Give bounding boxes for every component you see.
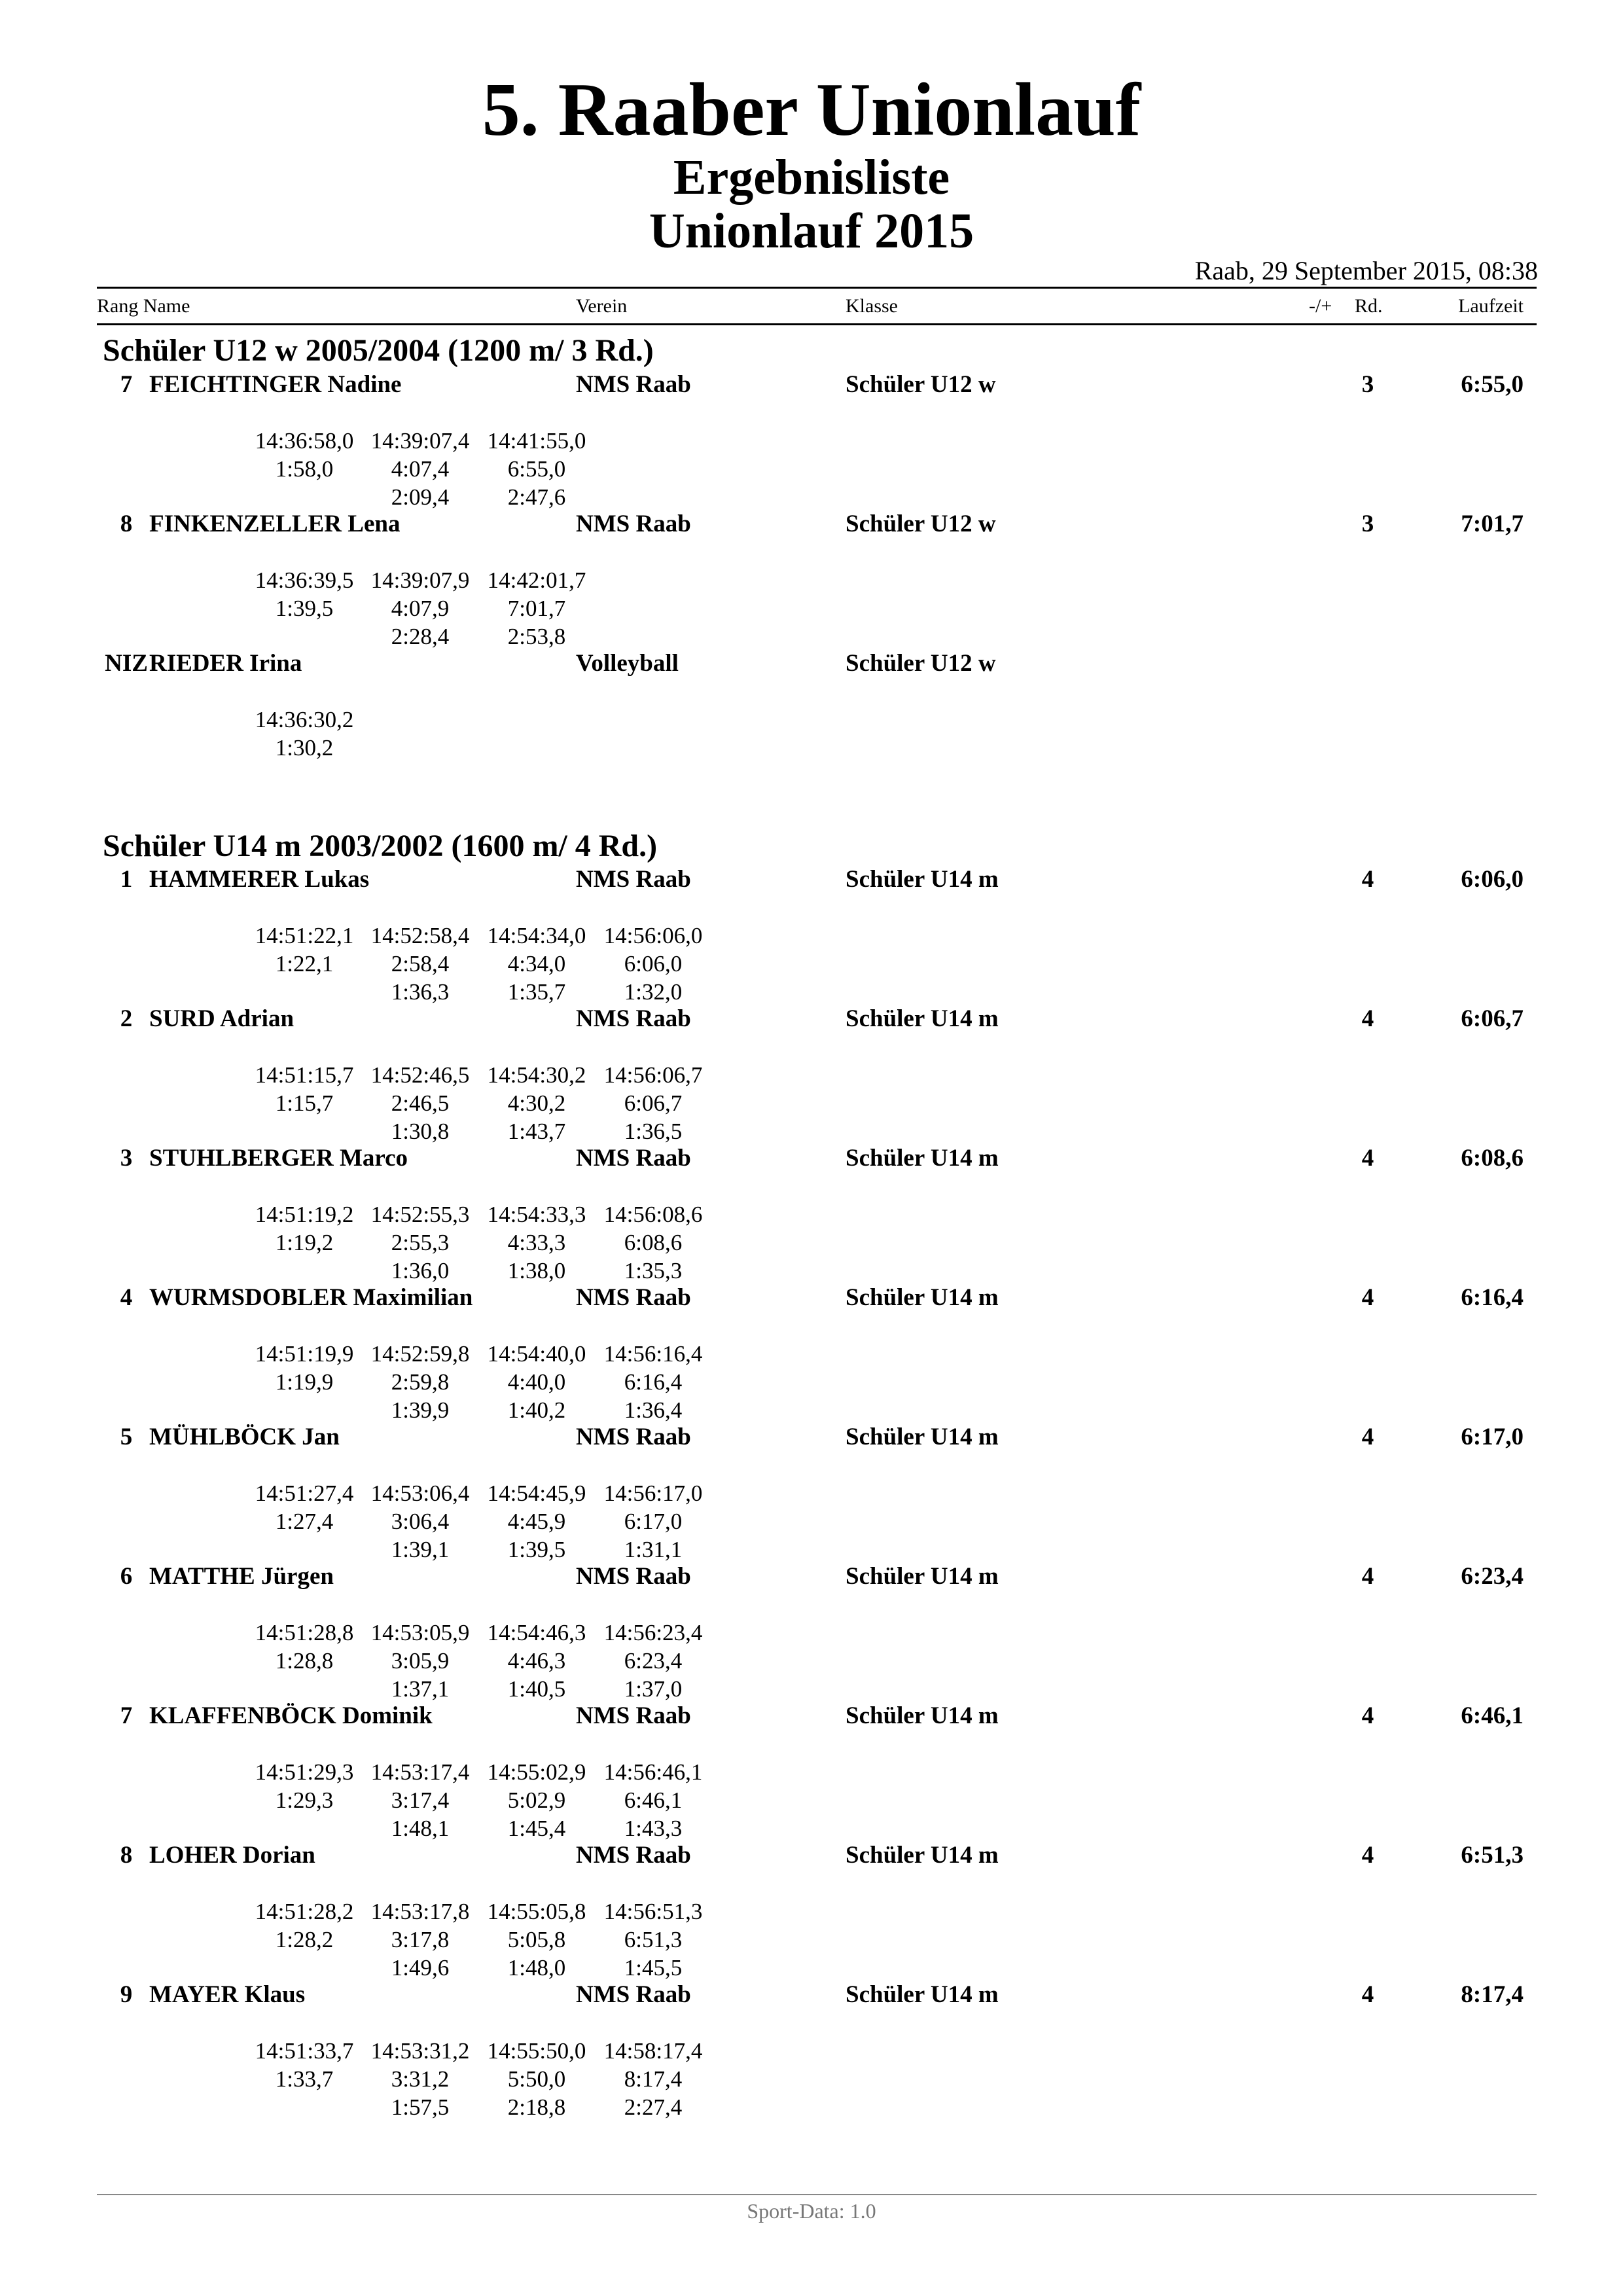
split-lap-time: 1:48,0	[507, 1955, 566, 1981]
result-name: LOHER Dorian	[149, 1842, 315, 1869]
split-lap-time: 1:35,7	[507, 979, 566, 1005]
split-lap-time: 1:38,0	[507, 1258, 566, 1283]
result-row	[0, 1144, 1623, 1284]
split-clock-time: 14:55:50,0	[487, 2038, 586, 2064]
result-verein: Volleyball	[576, 650, 679, 677]
result-verein: NMS Raab	[576, 1005, 691, 1032]
split-clock-time: 14:56:51,3	[603, 1899, 703, 1924]
col-header-laufzeit: Laufzeit	[1458, 295, 1524, 317]
result-klasse: Schüler U14 m	[846, 1702, 999, 1729]
split-clock-time: 14:42:01,7	[487, 567, 586, 593]
result-rang: 9	[120, 1981, 133, 2008]
split-clock-time: 14:51:19,2	[255, 1202, 354, 1227]
split-lap-time: 1:30,8	[391, 1119, 450, 1144]
result-rang: 7	[120, 371, 133, 398]
split-clock-time: 14:39:07,9	[370, 567, 470, 593]
result-klasse: Schüler U14 m	[846, 1145, 999, 1172]
split-cumulative-time: 6:06,7	[624, 1090, 683, 1116]
result-verein: NMS Raab	[576, 1563, 691, 1590]
result-name: KLAFFENBÖCK Dominik	[149, 1702, 433, 1729]
split-lap-time: 1:37,1	[391, 1676, 450, 1702]
split-lap-time: 1:40,5	[507, 1676, 566, 1702]
split-clock-time: 14:52:59,8	[370, 1341, 470, 1367]
split-cumulative-time: 4:07,4	[391, 456, 450, 482]
split-cumulative-time: 1:28,8	[275, 1648, 334, 1674]
result-name: MAYER Klaus	[149, 1981, 306, 2008]
result-row	[0, 865, 1623, 1005]
split-cumulative-time: 1:28,2	[275, 1927, 334, 1952]
section-title: Schüler U12 w 2005/2004 (1200 m/ 3 Rd.)	[103, 333, 654, 368]
split-cumulative-time: 6:08,6	[624, 1230, 683, 1255]
result-rounds: 4	[1361, 866, 1374, 893]
split-cumulative-time: 6:46,1	[624, 1787, 683, 1813]
result-rang: 1	[120, 866, 133, 893]
result-rounds: 3	[1361, 511, 1374, 537]
split-clock-time: 14:53:17,4	[370, 1759, 470, 1785]
split-clock-time: 14:36:58,0	[255, 428, 354, 454]
split-clock-time: 14:51:33,7	[255, 2038, 354, 2064]
split-cumulative-time: 1:27,4	[275, 1509, 334, 1534]
result-verein: NMS Raab	[576, 371, 691, 398]
result-klasse: Schüler U12 w	[846, 650, 996, 677]
result-name: FINKENZELLER Lena	[149, 511, 401, 537]
split-lap-time: 1:35,3	[624, 1258, 683, 1283]
result-klasse: Schüler U12 w	[846, 371, 996, 398]
result-name: MATTHE Jürgen	[149, 1563, 334, 1590]
result-rang: 2	[120, 1005, 133, 1032]
result-row	[0, 1981, 1623, 2121]
split-cumulative-time: 6:06,0	[624, 951, 683, 977]
result-rounds: 4	[1361, 1284, 1374, 1311]
result-rang: NIZ	[105, 650, 148, 677]
split-lap-time: 1:31,1	[624, 1537, 683, 1562]
split-cumulative-time: 3:17,8	[391, 1927, 450, 1952]
split-clock-time: 14:54:40,0	[487, 1341, 586, 1367]
split-clock-time: 14:56:06,7	[603, 1062, 703, 1088]
split-cumulative-time: 4:34,0	[507, 951, 566, 977]
result-name: MÜHLBÖCK Jan	[149, 1424, 340, 1450]
result-verein: NMS Raab	[576, 866, 691, 893]
result-row	[0, 1423, 1623, 1563]
result-verein: NMS Raab	[576, 511, 691, 537]
split-cumulative-time: 1:58,0	[275, 456, 334, 482]
result-name: HAMMERER Lukas	[149, 866, 370, 893]
split-clock-time: 14:53:05,9	[370, 1620, 470, 1645]
split-clock-time: 14:58:17,4	[603, 2038, 703, 2064]
footer-text: Sport-Data: 1.0	[747, 2199, 876, 2223]
split-clock-time: 14:51:27,4	[255, 1480, 354, 1506]
split-cumulative-time: 1:30,2	[275, 735, 334, 761]
result-laufzeit: 6:23,4	[1461, 1563, 1524, 1590]
result-name: FEICHTINGER Nadine	[149, 371, 402, 398]
split-lap-time: 2:27,4	[624, 2094, 683, 2120]
result-name: WURMSDOBLER Maximilian	[149, 1284, 473, 1311]
split-lap-time: 1:32,0	[624, 979, 683, 1005]
result-klasse: Schüler U14 m	[846, 866, 999, 893]
result-rounds: 4	[1361, 1981, 1374, 2008]
split-clock-time: 14:41:55,0	[487, 428, 586, 454]
split-cumulative-time: 6:55,0	[507, 456, 566, 482]
result-rounds: 3	[1361, 371, 1374, 398]
result-row	[0, 1841, 1623, 1981]
split-cumulative-time: 1:15,7	[275, 1090, 334, 1116]
split-clock-time: 14:39:07,4	[370, 428, 470, 454]
split-clock-time: 14:52:46,5	[370, 1062, 470, 1088]
split-cumulative-time: 7:01,7	[507, 596, 566, 621]
event-title: 5. Raaber Unionlauf	[482, 68, 1141, 152]
split-clock-time: 14:54:30,2	[487, 1062, 586, 1088]
result-laufzeit: 6:51,3	[1461, 1842, 1524, 1869]
split-clock-time: 14:51:28,2	[255, 1899, 354, 1924]
result-name: SURD Adrian	[149, 1005, 294, 1032]
result-row	[0, 649, 1623, 789]
result-row	[0, 1562, 1623, 1702]
split-clock-time: 14:51:28,8	[255, 1620, 354, 1645]
col-header-verein: Verein	[576, 295, 628, 317]
split-clock-time: 14:56:08,6	[603, 1202, 703, 1227]
result-rang: 3	[120, 1145, 133, 1172]
result-laufzeit: 7:01,7	[1461, 511, 1524, 537]
col-header-klasse: Klasse	[846, 295, 898, 317]
result-verein: NMS Raab	[576, 1145, 691, 1172]
list-subtitle: Ergebnisliste	[673, 150, 950, 205]
split-lap-time: 1:43,3	[624, 1816, 683, 1841]
result-rounds: 4	[1361, 1424, 1374, 1450]
split-cumulative-time: 3:05,9	[391, 1648, 450, 1674]
result-klasse: Schüler U14 m	[846, 1284, 999, 1311]
result-name: RIEDER Irina	[149, 650, 302, 677]
split-clock-time: 14:55:02,9	[487, 1759, 586, 1785]
header-rule-top	[97, 287, 1537, 289]
split-clock-time: 14:55:05,8	[487, 1899, 586, 1924]
split-clock-time: 14:51:15,7	[255, 1062, 354, 1088]
result-laufzeit: 6:16,4	[1461, 1284, 1524, 1311]
col-header-plusminus: -/+	[1309, 295, 1332, 317]
split-lap-time: 1:57,5	[391, 2094, 450, 2120]
result-laufzeit: 6:06,7	[1461, 1005, 1524, 1032]
split-cumulative-time: 2:59,8	[391, 1369, 450, 1395]
result-klasse: Schüler U14 m	[846, 1424, 999, 1450]
result-klasse: Schüler U14 m	[846, 1005, 999, 1032]
split-lap-time: 1:45,5	[624, 1955, 683, 1981]
split-cumulative-time: 2:55,3	[391, 1230, 450, 1255]
result-row	[0, 1702, 1623, 1842]
split-lap-time: 1:49,6	[391, 1955, 450, 1981]
split-lap-time: 1:43,7	[507, 1119, 566, 1144]
split-cumulative-time: 5:05,8	[507, 1927, 566, 1952]
split-cumulative-time: 2:46,5	[391, 1090, 450, 1116]
result-rounds: 4	[1361, 1702, 1374, 1729]
split-lap-time: 1:36,3	[391, 979, 450, 1005]
split-clock-time: 14:54:45,9	[487, 1480, 586, 1506]
split-cumulative-time: 1:19,9	[275, 1369, 334, 1395]
result-laufzeit: 6:17,0	[1461, 1424, 1524, 1450]
split-cumulative-time: 3:17,4	[391, 1787, 450, 1813]
split-lap-time: 2:28,4	[391, 624, 450, 649]
split-cumulative-time: 6:17,0	[624, 1509, 683, 1534]
split-clock-time: 14:36:30,2	[255, 707, 354, 732]
split-cumulative-time: 2:58,4	[391, 951, 450, 977]
split-cumulative-time: 1:29,3	[275, 1787, 334, 1813]
split-cumulative-time: 6:51,3	[624, 1927, 683, 1952]
result-rounds: 4	[1361, 1842, 1374, 1869]
result-rounds: 4	[1361, 1563, 1374, 1590]
split-lap-time: 1:39,5	[507, 1537, 566, 1562]
result-verein: NMS Raab	[576, 1702, 691, 1729]
split-clock-time: 14:54:33,3	[487, 1202, 586, 1227]
split-clock-time: 14:54:46,3	[487, 1620, 586, 1645]
place-date: Raab, 29 September 2015, 08:38	[1194, 256, 1538, 285]
split-lap-time: 1:40,2	[507, 1397, 566, 1423]
result-rang: 7	[120, 1702, 133, 1729]
result-laufzeit: 6:55,0	[1461, 371, 1524, 398]
result-name: STUHLBERGER Marco	[149, 1145, 408, 1172]
col-header-rang-name: Rang Name	[97, 295, 190, 317]
split-cumulative-time: 3:06,4	[391, 1509, 450, 1534]
split-clock-time: 14:52:55,3	[370, 1202, 470, 1227]
split-clock-time: 14:56:46,1	[603, 1759, 703, 1785]
split-cumulative-time: 5:50,0	[507, 2066, 566, 2092]
result-klasse: Schüler U14 m	[846, 1981, 999, 2008]
split-cumulative-time: 4:33,3	[507, 1230, 566, 1255]
split-cumulative-time: 5:02,9	[507, 1787, 566, 1813]
result-verein: NMS Raab	[576, 1842, 691, 1869]
split-clock-time: 14:53:06,4	[370, 1480, 470, 1506]
split-clock-time: 14:54:34,0	[487, 923, 586, 948]
split-lap-time: 1:36,4	[624, 1397, 683, 1423]
split-lap-time: 1:39,1	[391, 1537, 450, 1562]
result-row	[0, 510, 1623, 650]
result-row	[0, 1005, 1623, 1145]
result-laufzeit: 6:46,1	[1461, 1702, 1524, 1729]
event-name: Unionlauf 2015	[649, 204, 974, 259]
split-cumulative-time: 3:31,2	[391, 2066, 450, 2092]
split-clock-time: 14:56:23,4	[603, 1620, 703, 1645]
split-cumulative-time: 1:22,1	[275, 951, 334, 977]
split-cumulative-time: 1:33,7	[275, 2066, 334, 2092]
section-title: Schüler U14 m 2003/2002 (1600 m/ 4 Rd.)	[103, 829, 658, 863]
split-lap-time: 1:48,1	[391, 1816, 450, 1841]
split-lap-time: 1:37,0	[624, 1676, 683, 1702]
split-cumulative-time: 1:39,5	[275, 596, 334, 621]
result-verein: NMS Raab	[576, 1981, 691, 2008]
result-rounds: 4	[1361, 1145, 1374, 1172]
split-lap-time: 2:53,8	[507, 624, 566, 649]
split-clock-time: 14:36:39,5	[255, 567, 354, 593]
split-cumulative-time: 4:30,2	[507, 1090, 566, 1116]
footer-rule	[97, 2194, 1537, 2195]
split-lap-time: 2:18,8	[507, 2094, 566, 2120]
split-clock-time: 14:51:29,3	[255, 1759, 354, 1785]
split-lap-time: 1:36,5	[624, 1119, 683, 1144]
header-rule-bottom	[97, 323, 1537, 325]
result-klasse: Schüler U14 m	[846, 1563, 999, 1590]
split-lap-time: 1:45,4	[507, 1816, 566, 1841]
split-clock-time: 14:53:17,8	[370, 1899, 470, 1924]
result-row	[0, 370, 1623, 511]
split-clock-time: 14:56:17,0	[603, 1480, 703, 1506]
result-klasse: Schüler U12 w	[846, 511, 996, 537]
split-clock-time: 14:51:22,1	[255, 923, 354, 948]
split-cumulative-time: 1:19,2	[275, 1230, 334, 1255]
split-cumulative-time: 4:07,9	[391, 596, 450, 621]
split-lap-time: 1:39,9	[391, 1397, 450, 1423]
split-clock-time: 14:56:16,4	[603, 1341, 703, 1367]
result-laufzeit: 8:17,4	[1461, 1981, 1524, 2008]
result-verein: NMS Raab	[576, 1424, 691, 1450]
split-clock-time: 14:53:31,2	[370, 2038, 470, 2064]
split-clock-time: 14:52:58,4	[370, 923, 470, 948]
result-klasse: Schüler U14 m	[846, 1842, 999, 1869]
result-verein: NMS Raab	[576, 1284, 691, 1311]
split-cumulative-time: 6:23,4	[624, 1648, 683, 1674]
result-rang: 6	[120, 1563, 133, 1590]
split-clock-time: 14:56:06,0	[603, 923, 703, 948]
result-laufzeit: 6:08,6	[1461, 1145, 1524, 1172]
result-rang: 4	[120, 1284, 133, 1311]
split-lap-time: 1:36,0	[391, 1258, 450, 1283]
split-cumulative-time: 6:16,4	[624, 1369, 683, 1395]
result-rounds: 4	[1361, 1005, 1374, 1032]
result-rang: 5	[120, 1424, 133, 1450]
split-cumulative-time: 4:46,3	[507, 1648, 566, 1674]
result-row	[0, 1283, 1623, 1424]
split-lap-time: 2:09,4	[391, 484, 450, 510]
result-rang: 8	[120, 1842, 133, 1869]
split-cumulative-time: 8:17,4	[624, 2066, 683, 2092]
result-rang: 8	[120, 511, 133, 537]
split-lap-time: 2:47,6	[507, 484, 566, 510]
split-cumulative-time: 4:45,9	[507, 1509, 566, 1534]
split-cumulative-time: 4:40,0	[507, 1369, 566, 1395]
result-laufzeit: 6:06,0	[1461, 866, 1524, 893]
split-clock-time: 14:51:19,9	[255, 1341, 354, 1367]
col-header-rd: Rd.	[1355, 295, 1383, 317]
